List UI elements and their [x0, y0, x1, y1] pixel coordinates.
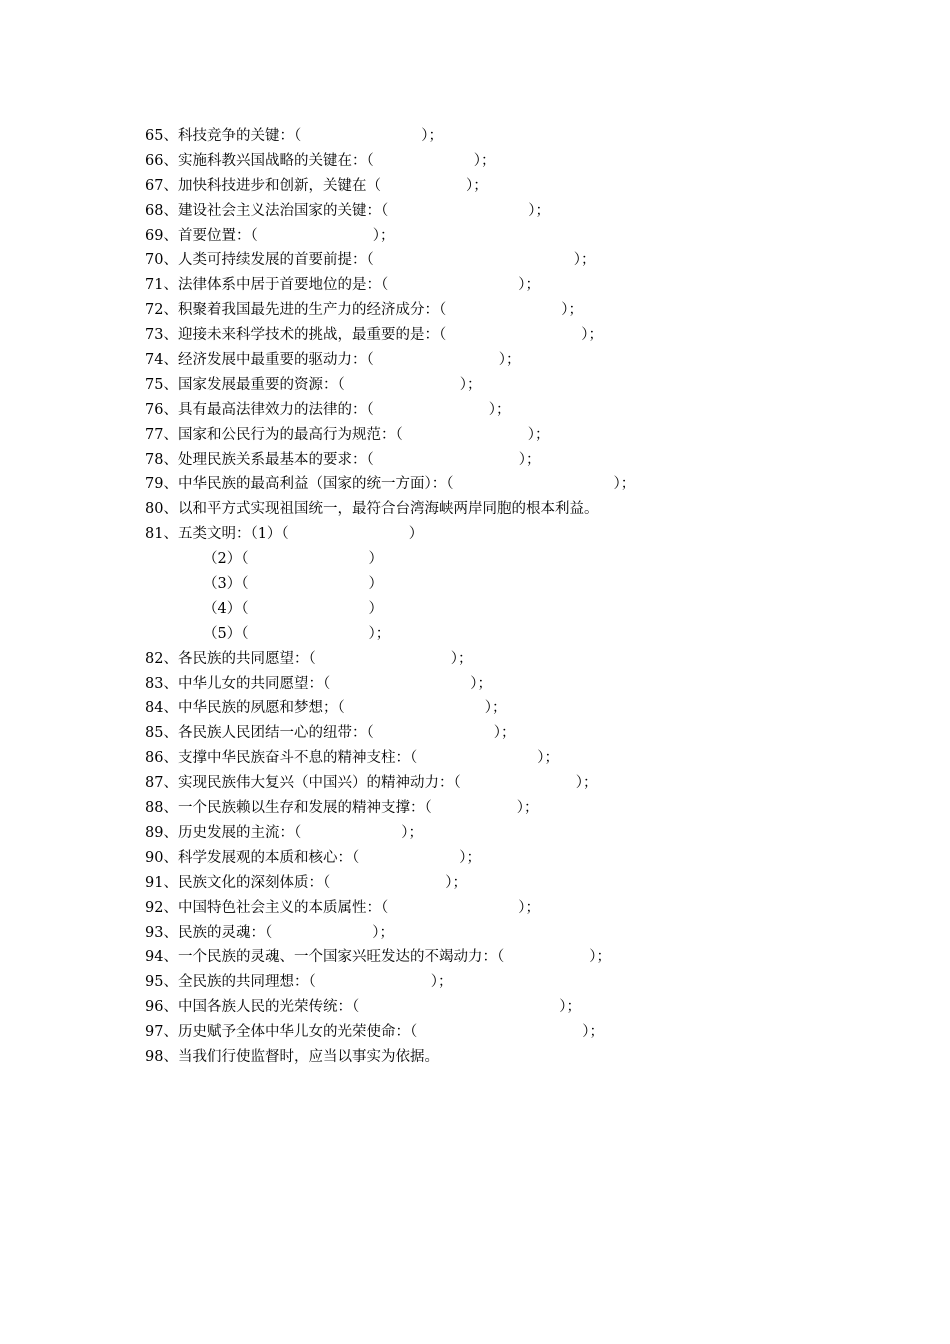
question-line: [145, 672, 905, 697]
question-prompt: 积聚着我国最先进的生产力的经济成分：（: [177, 302, 447, 319]
closing-bracket: ）；: [430, 974, 453, 991]
question-number: 72、: [145, 302, 178, 319]
question-line: [145, 970, 905, 995]
question-prompt: 科技竞争的关键：（: [177, 128, 302, 144]
question-prompt: 五类文明：（1）（: [177, 526, 289, 543]
answer-blank: [453, 487, 613, 488]
question-line: [145, 298, 905, 323]
question-prompt: 中华儿女的共同愿望：（: [177, 675, 331, 692]
question-number: 71、: [145, 277, 178, 294]
answer-blank: [248, 612, 368, 613]
question-prompt: 中国特色社会主义的本质属性：（: [177, 899, 389, 916]
answer-blank: [301, 836, 401, 837]
closing-bracket: ）；: [484, 700, 507, 717]
question-prompt: 一个民族的灵魂、一个国家兴旺发达的不竭动力：（: [177, 949, 505, 966]
question-line: [145, 522, 905, 547]
closing-bracket: ）；: [445, 874, 467, 891]
question-prompt: 民族的灵魂：（: [177, 924, 273, 941]
question-line: [145, 124, 905, 149]
closing-bracket: ）；: [518, 451, 541, 468]
question-line: [145, 796, 905, 821]
answer-blank: [388, 214, 528, 215]
answer-blank: [289, 537, 409, 538]
question-number: 78、: [145, 451, 178, 468]
answer-blank: [417, 1035, 582, 1036]
question-number: 68、: [145, 202, 178, 219]
sub-question-line: [145, 547, 905, 572]
question-number: 85、: [145, 725, 178, 742]
answer-blank: [374, 463, 519, 464]
question-number: 91、: [145, 874, 178, 891]
question-number: 81、: [145, 526, 178, 543]
question-prompt: 处理民族关系最基本的要求：（: [177, 451, 374, 468]
question-line: [145, 995, 905, 1020]
closing-bracket: ）: [368, 551, 383, 568]
answer-blank: [417, 761, 537, 762]
question-line: [145, 771, 905, 796]
question-prompt: 建设社会主义法治国家的关键：（: [177, 202, 389, 219]
question-number: 88、: [145, 800, 178, 817]
closing-bracket: ）；: [589, 949, 611, 966]
question-number: 94、: [145, 949, 178, 966]
closing-bracket: ）；: [516, 800, 539, 817]
closing-bracket: ）；: [473, 152, 496, 169]
question-prompt: （5）（: [203, 625, 249, 642]
question-prompt: 具有最高法律效力的法律的：（: [177, 401, 374, 418]
closing-bracket: ）；: [488, 401, 511, 418]
answer-blank: [374, 413, 489, 414]
question-line: [145, 746, 905, 771]
question-number: 82、: [145, 650, 178, 667]
answer-blank: [374, 363, 499, 364]
question-line: [145, 945, 905, 970]
closing-bracket: ）；: [613, 476, 636, 493]
closing-bracket: ）；: [498, 352, 521, 369]
question-prompt: 支撑中华民族奋斗不息的精神支柱：（: [177, 750, 418, 767]
answer-blank: [359, 1010, 559, 1011]
answer-blank: [258, 239, 373, 240]
question-prompt: 一个民族赖以生存和发展的精神支撑：（: [177, 800, 432, 817]
closing-bracket: ）: [368, 576, 383, 593]
question-line: [145, 323, 905, 348]
question-line: [145, 821, 905, 846]
question-prompt: （2）（: [203, 551, 249, 568]
question-line: [145, 497, 905, 522]
question-prompt: 全民族的共同理想：（: [177, 974, 316, 991]
answer-blank: [374, 263, 574, 264]
answer-blank: [461, 786, 576, 787]
question-line: [145, 224, 905, 249]
closing-bracket: ）；: [372, 924, 394, 941]
question-prompt: 实现民族伟大复兴（中国兴）的精神动力：（: [177, 775, 461, 792]
question-number: 74、: [145, 352, 178, 369]
question-number: 95、: [145, 974, 178, 991]
answer-blank: [248, 562, 368, 563]
question-number: 77、: [145, 426, 178, 443]
sub-question-line: [145, 622, 905, 647]
sub-question-line: [145, 597, 905, 622]
closing-bracket: ）: [368, 600, 383, 617]
question-prompt: 各民族的共同愿望：（: [177, 650, 316, 667]
question-prompt: 各民族人民团结一心的纽带：（: [177, 725, 374, 742]
closing-bracket: ）；: [459, 376, 482, 393]
question-prompt: 中华民族的最高利益（国家的统一方面）：（: [177, 476, 454, 493]
answer-blank: [330, 687, 470, 688]
question-number: 93、: [145, 924, 178, 941]
question-number: 73、: [145, 327, 178, 344]
closing-bracket: ）；: [450, 650, 473, 667]
question-number: 79、: [145, 476, 178, 493]
question-number: 86、: [145, 750, 178, 767]
question-number: 66、: [145, 152, 178, 169]
answer-blank: [381, 189, 466, 190]
question-prompt: 法律体系中居于首要地位的是：（: [177, 277, 389, 294]
question-line: [145, 472, 905, 497]
question-line: [145, 398, 905, 423]
question-line: [145, 721, 905, 746]
closing-bracket: ）: [408, 526, 424, 543]
closing-bracket: ）；: [528, 202, 550, 219]
question-number: 89、: [145, 824, 178, 841]
closing-bracket: ）；: [470, 675, 492, 692]
closing-bracket: ）；: [493, 725, 516, 742]
question-prompt: 国家发展最重要的资源：（: [177, 376, 345, 393]
closing-bracket: ）；: [537, 750, 559, 767]
question-number: 97、: [145, 1024, 178, 1041]
closing-bracket: ）；: [465, 177, 488, 194]
question-line: [145, 1045, 905, 1070]
question-line: [145, 174, 905, 199]
question-prompt: 加快科技进步和创新，关键在（: [177, 177, 381, 194]
question-line: [145, 1020, 905, 1045]
question-line: [145, 846, 905, 871]
question-number: 92、: [145, 899, 178, 916]
closing-bracket: ）；: [527, 426, 550, 443]
answer-blank: [446, 338, 581, 339]
question-number: 87、: [145, 775, 178, 792]
closing-bracket: ）；: [561, 302, 583, 319]
closing-bracket: ）；: [582, 1024, 604, 1041]
answer-blank: [248, 587, 368, 588]
question-prompt: 迎接未来科学技术的挑战，最重要的是：（: [177, 327, 447, 344]
question-number: 65、: [145, 128, 178, 144]
question-number: 98、: [145, 1048, 178, 1065]
question-prompt: 中华民族的夙愿和梦想；（: [177, 700, 345, 717]
answer-blank: [446, 313, 561, 314]
question-line: [145, 348, 905, 373]
question-prompt: 国家和公民行为的最高行为规范：（: [177, 426, 403, 443]
question-prompt: 历史发展的主流：（: [177, 824, 302, 841]
question-line: [145, 448, 905, 473]
answer-blank: [504, 960, 589, 961]
question-number: 76、: [145, 401, 178, 418]
answer-blank: [388, 911, 518, 912]
answer-blank: [432, 811, 517, 812]
statement-text: 以和平方式实现祖国统一，最符合台湾海峡两岸同胞的根本利益。: [177, 501, 599, 518]
closing-bracket: ）；: [581, 327, 603, 344]
question-prompt: （4）（: [203, 600, 249, 617]
closing-bracket: ）；: [372, 227, 395, 244]
closing-bracket: ）；: [573, 252, 596, 269]
question-number: 83、: [145, 675, 178, 692]
closing-bracket: ）；: [421, 128, 443, 144]
question-number: 80、: [145, 501, 178, 518]
question-line: [145, 373, 905, 398]
closing-bracket: ）；: [368, 625, 391, 642]
question-prompt: 实施科教兴国战略的关键在：（: [177, 152, 374, 169]
answer-blank: [330, 886, 445, 887]
question-list: [145, 124, 905, 1070]
answer-blank: [345, 711, 485, 712]
question-line: [145, 896, 905, 921]
question-number: 69、: [145, 227, 178, 244]
closing-bracket: ）；: [575, 775, 598, 792]
answer-blank: [403, 438, 528, 439]
answer-blank: [374, 164, 474, 165]
question-line: [145, 149, 905, 174]
question-prompt: 历史赋予全体中华儿女的光荣使命：（: [177, 1024, 418, 1041]
answer-blank: [359, 861, 459, 862]
sub-question-line: [145, 572, 905, 597]
question-number: 90、: [145, 849, 178, 866]
question-number: 75、: [145, 376, 178, 393]
question-line: [145, 248, 905, 273]
closing-bracket: ）；: [401, 824, 423, 841]
question-prompt: （3）（: [203, 576, 249, 593]
answer-blank: [301, 139, 421, 140]
closing-bracket: ）；: [559, 999, 581, 1016]
answer-blank: [248, 637, 368, 638]
answer-blank: [374, 736, 494, 737]
question-prompt: 人类可持续发展的首要前提：（: [177, 252, 374, 269]
answer-blank: [345, 388, 460, 389]
closing-bracket: ）；: [459, 849, 481, 866]
question-line: [145, 273, 905, 298]
question-prompt: 经济发展中最重要的驱动力：（: [177, 352, 374, 369]
question-line: [145, 647, 905, 672]
question-line: [145, 921, 905, 946]
question-line: [145, 696, 905, 721]
question-prompt: 民族文化的深刻体质：（: [177, 874, 331, 891]
question-prompt: 首要位置：（: [177, 227, 258, 244]
question-line: [145, 423, 905, 448]
question-number: 70、: [145, 252, 178, 269]
question-line: [145, 199, 905, 224]
answer-blank: [272, 936, 372, 937]
closing-bracket: ）；: [518, 899, 540, 916]
question-line: [145, 871, 905, 896]
answer-blank: [388, 288, 518, 289]
answer-blank: [316, 662, 451, 663]
question-prompt: 科学发展观的本质和核心：（: [177, 849, 360, 866]
question-prompt: 中国各族人民的光荣传统：（: [177, 999, 360, 1016]
statement-text: 当我们行使监督时，应当以事实为依据。: [177, 1048, 439, 1065]
answer-blank: [316, 985, 431, 986]
question-number: 96、: [145, 999, 178, 1016]
closing-bracket: ）；: [518, 277, 540, 294]
question-number: 84、: [145, 700, 178, 717]
question-number: 67、: [145, 177, 178, 194]
